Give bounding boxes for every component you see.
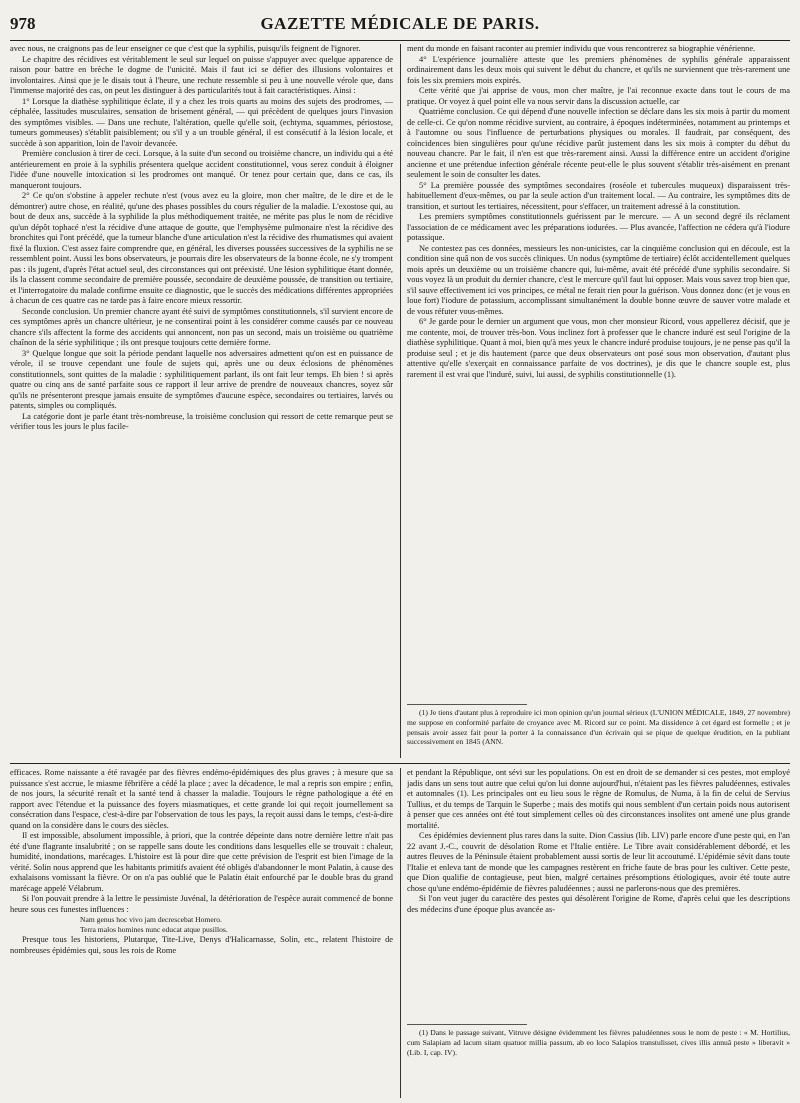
paragraph: Seconde conclusion. Un premier chancre ayant été suivi de symptômes constitutionnels, s'il survient encore de ces symptômes après un chancre ultérieur, je ne consentirai point à les considérer comme causés par ce nouveau chancre s'ils affectent la forme des accidents qui annoncent, non pas un second, mais un troisième ou quatrième chaînon de la série syphilitique ; ils ont presque toujours cette dernière forme. [10, 306, 393, 347]
paragraph: Si l'on pouvait prendre à la lettre le pessimiste Juvénal, la détérioration de l'espèce aurait commencé de bonne heure sous ces funestes influences : [10, 894, 393, 914]
paragraph: 3° Quelque longue que soit la période pendant laquelle nos adversaires admettent qu'on est en puissance de vérole, il se trouve cependant une foule de sujets qui, après une ou deux éclosions de phénomènes constitutionnels, sont quittes de la maladie : syphilitiquement parlant, ils ont fait leur temps. Eh bien ! si après quatre ou cinq ans de santé parfaite sous ce rapport il leur arrive de prendre de nouveaux chancres, soyez sûr qu'ils ne présenteront presque jamais ensuite de symptômes d'aucune espèce, secondaires ou tertiaires, larvés ou patents, simples ou compliqués. [10, 348, 393, 410]
paragraph: 2° Ce qu'on s'obstine à appeler rechute n'est (vous avez eu la gloire, mon cher maître, de le dire et de le démontrer) autre chose, en réalité, qu'une des phases possibles du cours régulier de la maladie. L'exostose qui, au bout de deux ans, succède à la syphilide la plus méthodiquement traitée, ne mérite pas plus le nom de récidive qu'un dépôt tophacé n'est la récidive d'une attaque de goutte, que l'emphysème pulmonaire n'est la récidive des bronchites qui l'ont précédé, que la tumeur blanche d'une articulation n'est la récidive des rhumatismes qui avaient fixé la fluxion. C'est assez faire comprendre que, en général, les diverses poussées successives de la syphilis ne se ressemblent point. Aussi les bons observateurs, je pourrais dire les observateurs de la bonne école, ne s'y trompent pas : ils jugent, d'après l'état actuel seul, des circonstances qui ont préexisté. Une lésion syphilitique étant donnée, ils la classent comme secondaire de première poussée, secondaire de deuxième poussée, de transition ou tertiaire, et l'interrogatoire du malade confirme ensuite ce diagnostic, que le succès des médications différentes appropriées à chacun de ces quatre cas ne tarde pas à faire encore mieux ressortir. [10, 191, 393, 305]
footnote: (1) Je tiens d'autant plus à reproduire ici mon opinion qu'un journal sérieux (L'UNION MÉDICALE, 1849, 27 novembre) me suppose en conformité parfaite de croyance avec M. Ricord sur ce point. Ma dissidence à cet égard est formelle ; et je pensais avoir assez fait pour la porter à la connaissance d'un écrivain qui se pique de quelque érudition, en la publiant successivement en 1845 (ANN. [407, 708, 790, 747]
paragraph: Quatrième conclusion. Ce qui dépend d'une nouvelle infection se déclare dans les six mois à partir du moment de celle-ci. Ce qu'on nomme récidive survient, au contraire, à époques indéterminées, notamment au printemps et à l'automne ou sous l'influence de perturbations physiques ou morales. Il faudrait, par conséquent, des coïncidences bien singulières pour qu'une récidive parût justement dans les six mois à compter du début du nouveau chancre. Par le fait, il n'en est que très-rarement ainsi. Aussi la différence entre un accident d'origine ancienne et une prétendue infection générale récente peut-elle le plus souvent s'établir très-aisément en prenant seulement le soin de consulter les dates. [407, 107, 790, 179]
paragraph: Ne contestez pas ces données, messieurs les non-unicistes, car la cinquième conclusion qui en découle, est la condition sine quâ non de vos succès cliniques. Un nodus (symptôme de tertiaire) éclôt accidentellement quelques mois après un deuxième ou un troisième chancre qui, lui-même, avait été précédé d'une syphilis secondaire. Si vous voyez là un produit du dernier chancre, c'est le mercure qu'il faut lui opposer. Mais vous savez trop bien que, s'il sauve effectivement ici vos principes, ce métal ne ferait rien pour la guérison. Vous donnez donc (et je vous en loue fort) l'iodure de potassium, accomplissant simultanément la double bonne œuvre de sauver votre malade et de vous réfuter vous-mêmes. [407, 243, 790, 316]
paragraph: et pendant la République, ont sévi sur les populations. On est en droit de se demander si ces pestes, mot employé jadis dans un sens tout autre que celui qu'on lui donne aujourd'hui, n'étaient pas les fièvres paludéennes, estivales et automnales (1). Les principales ont eu lieu sous le règne de Romulus, de Numa, à la fin de celui de Servius Tullius, et du temps de Tarquin le Superbe ; mais des motifs qui nous semblent d'un certain poids nous autorisent à penser que ces années ont été tout simplement celles où des circonstances insolites ont amené une plus grande mortalité. [407, 768, 790, 830]
footnote-rule [407, 704, 527, 705]
top-left-column [10, 44, 393, 760]
paragraph: La catégorie dont je parle étant très-nombreuse, la troisième conclusion qui ressort de cette remarque peut se vérifier tous les jours le plus facile- [10, 411, 393, 431]
paragraph: Le chapitre des récidives est véritablement le seul sur lequel on puisse s'appuyer avec quelque apparence de raison pour battre en brèche le dogme de l'unicité. Mais il faut ici se défier des illusions volontaires et involontaires. Ainsi que je le disais tout à l'heure, une rechute ressemble si peu à une nouvelle vérole que, dans l'immense majorité des cas, on peut les distinguer à des particularités tout à fait caractéristiques. Ainsi : [10, 54, 393, 95]
journal-title: GAZETTE MÉDICALE DE PARIS. [260, 14, 540, 33]
paragraph: Première conclusion à tirer de ceci. Lorsque, à la suite d'un second ou troisième chancre, un individu qui a été antérieurement en proie à la syphilis présentera quelque accident constitutionnel, vous serez conduit à éloigner l'idée d'une nouvelle intoxication si les prodromes ont manqué. Or tenez pour certain que, dans ce cas, ils manqueront toujours. [10, 149, 393, 190]
paragraph: Cette vérité que j'ai apprise de vous, mon cher maître, je l'ai reconnue exacte dans tout le cours de ma pratique. Or voyez à quel point elle va nous servir dans la discussion actuelle, car [407, 86, 790, 106]
section-rule [10, 763, 790, 764]
paragraph: avec nous, ne craignons pas de leur enseigner ce que c'est que la syphilis, puisqu'ils feignent de l'ignorer. [10, 44, 361, 53]
verse-line: Nam genus hoc vivo jam decrescebat Homero. [80, 915, 222, 924]
column-divider [400, 768, 401, 1098]
bottom-left-column [10, 768, 393, 1098]
top-right-column [407, 44, 790, 704]
bottom-right-footnote [407, 1028, 790, 1098]
paragraph: 1° Lorsque la diathèse syphilitique éclate, il y a chez les trois quarts au moins des sujets des prodromes, —céphalée, lassitudes musculaires, sensation de brisement général, — qui précèdent de quelques jours l'invasion des symptômes visibles. — Dans une rechute, l'altération, quelle qu'elle soit, (echtyma, squammes, périostose, tumeurs gommeuses) s'établit paisiblement; ou s'il y a un trouble général, il est consécutif à la lésion locale, et succède à son apparition, loin de l'avoir devancée. [10, 96, 393, 148]
bottom-right-column [407, 768, 790, 1020]
column-divider [400, 44, 401, 758]
paragraph: ment du monde en faisant raconter au premier individu que vous rencontrerez sa biographie vénérienne. [407, 44, 756, 53]
paragraph: Il est impossible, absolument impossible, à priori, que la contrée dépeinte dans notre dernière lettre n'ait pas été d'une flagrante insalubrité ; on se rappelle sans doute les conditions dans lesquelles elle se trouvait : chaleur, humidité, inondations, marécages. L'histoire est là pour dire que cette prévision de l'esprit est bien l'image de la vérité. Solin nous apprend que les habitants primitifs avaient été obligés d'abandonner le mont Palatin, à cause des exhalaisons vomissant la fièvre. Or on n'a pas oublié que le Palatin était enfourché par le double bras du grand marécage appelé Vélabrum. [10, 831, 393, 893]
paragraph: efficaces. Rome naissante a été ravagée par des fièvres endémo-épidémiques des plus graves ; à mesure que sa puissance s'est accrue, le miasme fébrifère a cédé la place ; avec la décadence, le mal a repris son empire ; enfin, de nos jours, la sécurité renaît et la santé tend à chasser la maladie. Toujours le règne pathologique a été en rapport avec l'étendue et la puissance des foyers miasmatiques, et cette grande loi qui reçoit journellement sa consécration dans l'espace, c'est-à-dire par l'observation de tous les pays, la reçoit aussi dans le temps, c'est-à-dire quand on la considère dans le cours des siècles. [10, 768, 393, 830]
paragraph: 5° La première poussée des symptômes secondaires (roséole et tubercules muqueux) disparaissent très-habituellement d'eux-mêmes, ou par la seule action d'un traitement local. — Au contraire, les symptômes dits de transition, et surtout les tertiaires, nécessitent, pour s'effacer, un traitement adressé à la constitution. [407, 180, 790, 211]
paragraph: Si l'on veut juger du caractère des pestes qui désolèrent l'origine de Rome, d'après celui que les descriptions des médecins d'une époque plus avancée as- [407, 894, 790, 914]
paragraph: 4° L'expérience journalière atteste que les premiers phénomènes de syphilis générale apparaissent ordinairement dans les deux mois qui suivent le début du chancre, et qu'ils ne surviennent que très-rarement une fois les six premiers mois expirés. [407, 54, 790, 85]
paragraph: 6° Je garde pour le dernier un argument que vous, mon cher monsieur Ricord, vous appellerez décisif, que je me contente, moi, de trouver très-bon. Vous inclinez fort à professer que le chancre induré est seul l'origine de la diathèse syphilitique. Quant à moi, bien qu'à mes yeux le chancre induré produise toujours, je ne pense pas qu'il la produise seul ; et je dis hautement (parce que deux observateurs ont posé sous mon observation, d'autant plus attentive qu'elle s'exerçait en connaissance parfaite de vos doctrines), je dis que le chancre souple est, plus rarement il est vrai que l'induré, suivi, lui aussi, de syphilis constitutionnelle (1). [407, 317, 790, 379]
page-header [10, 14, 790, 36]
page-number: 978 [10, 14, 36, 33]
top-right-footnote [407, 708, 790, 760]
paragraph: Presque tous les historiens, Plutarque, Tite-Live, Denys d'Halicarnasse, Solin, etc., relatent l'histoire de nombreuses épidémies qui, sous les rois de Rome [10, 935, 393, 955]
footnote: (1) Dans le passage suivant, Vitruve désigne évidemment les fièvres paludéennes sous le nom de peste : « M. Hortilius, cum Salapiam ad lacum sitam quatuor millia passum, ab eo loco Salapios transtulisset, cives illis annuâ peste » liberavit » (Lib. I, cap. IV). [407, 1028, 790, 1057]
header-rule [10, 40, 790, 41]
verse-line: Terra malos homines nunc educat atque pusillos. [80, 925, 228, 934]
footnote-rule [407, 1024, 527, 1025]
paragraph: Les premiers symptômes constitutionnels guérissent par le mercure. — A un second degré ils réclament l'association de ce médicament avec les préparations iodurées. — Plus avancée, l'affection ne cédera qu'à l'iodure potassique. [407, 212, 790, 242]
paragraph: Ces épidémies deviennent plus rares dans la suite. Dion Cassius (lib. LIV) parle encore d'une peste qui, en l'an 22 avant J.-C., couvrit de désolation Rome et l'Italie entière. Le Tibre avait considérablement débordé, et les autres fleuves de la Péninsule étaient probablement aussi sortis de leur lit accoutumé. L'épidémie sévit dans toute l'Italie et enleva tant de monde que les campagnes restèrent en friche faute de bras pour les cultiver. Cette peste, que Dion qualifie de contagieuse, peut bien, malgré certaines présomptions étiologiques, avoir été toute autre chose qu'une endémo-épidémie de fièvres paludéennes ; aussi ne parlerons-nous que des premières. [407, 831, 790, 893]
